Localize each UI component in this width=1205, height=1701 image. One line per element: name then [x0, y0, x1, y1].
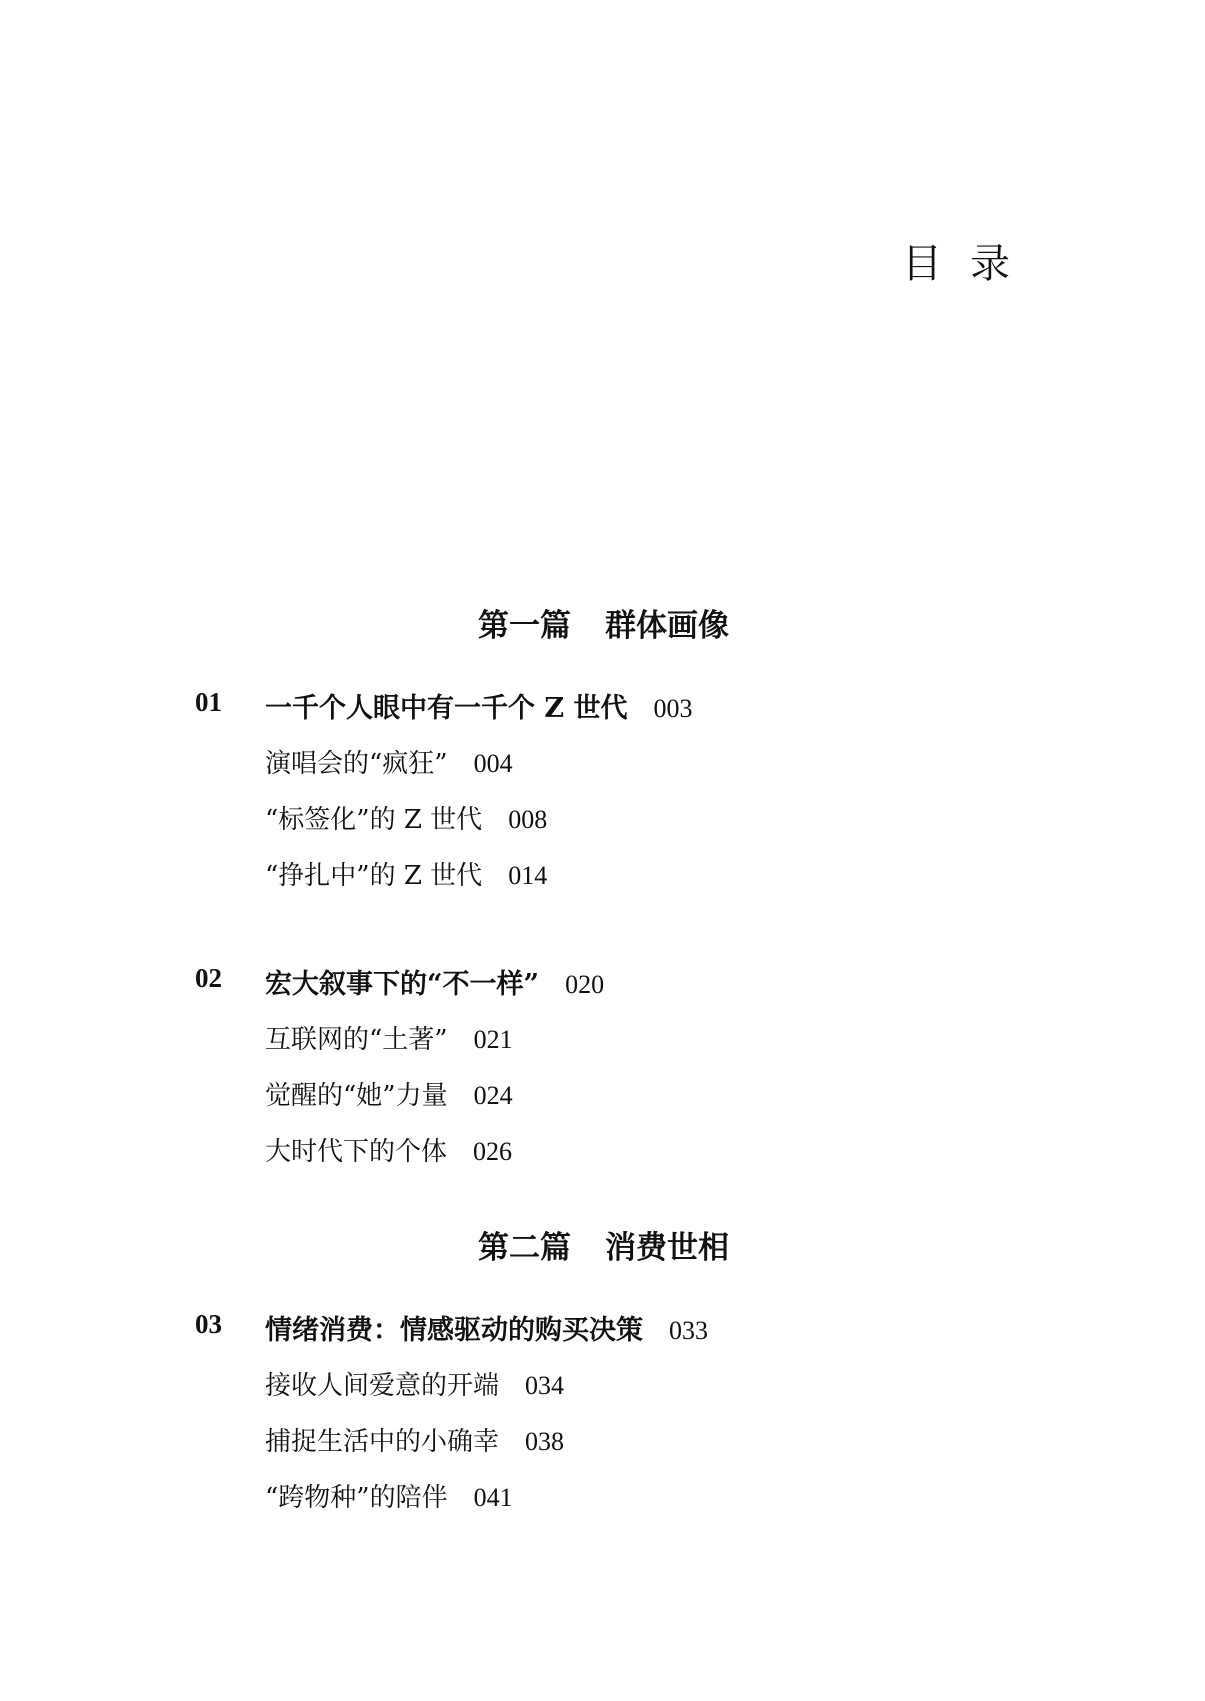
page-number: 033: [669, 1316, 708, 1345]
page-number: 003: [653, 694, 693, 723]
part-name: 消费世相: [605, 1230, 729, 1266]
part-number: 第一篇: [478, 608, 571, 644]
section-entry[interactable]: “跨物种”的陪伴 041: [265, 1483, 513, 1513]
chapter-number: 03: [195, 1309, 222, 1339]
part-heading-2: [478, 1222, 729, 1267]
page-number: 024: [473, 1081, 513, 1110]
page-number: 014: [508, 861, 548, 890]
section-entry[interactable]: 大时代下的个体 026: [265, 1137, 513, 1167]
section-entry[interactable]: 接收人间爱意的开端 034: [265, 1371, 565, 1401]
section-entry[interactable]: 演唱会的“疯狂” 004: [265, 749, 513, 779]
section-entry[interactable]: 捕捉生活中的小确幸 038: [265, 1427, 565, 1457]
page-number: 020: [565, 970, 605, 999]
chapter-number: 02: [195, 963, 222, 993]
section-entry[interactable]: “挣扎中”的 Z 世代 014: [265, 861, 548, 891]
page-number: 026: [473, 1137, 513, 1166]
page-number: 004: [473, 749, 513, 778]
chapter-title[interactable]: 一千个人眼中有一千个 Z 世代 003: [265, 693, 693, 724]
section-entry[interactable]: “标签化”的 Z 世代 008: [265, 805, 548, 835]
part-name: 群体画像: [605, 608, 729, 644]
chapter-title[interactable]: 宏大叙事下的“不一样” 020: [265, 969, 605, 1000]
section-entry[interactable]: 觉醒的“她”力量 024: [265, 1081, 513, 1111]
page-number: 041: [473, 1483, 513, 1512]
page-number: 021: [473, 1025, 513, 1054]
page-number: 008: [508, 805, 548, 834]
part-number: 第二篇: [478, 1230, 571, 1266]
toc-title: 目录: [902, 241, 1038, 287]
page-number: 038: [525, 1427, 565, 1456]
chapter-number: 01: [195, 687, 222, 717]
part-heading-1: [478, 600, 729, 645]
chapter-title[interactable]: 情绪消费：情感驱动的购买决策 033: [265, 1315, 708, 1346]
section-entry[interactable]: 互联网的“土著” 021: [265, 1025, 513, 1055]
page-number: 034: [525, 1371, 565, 1400]
